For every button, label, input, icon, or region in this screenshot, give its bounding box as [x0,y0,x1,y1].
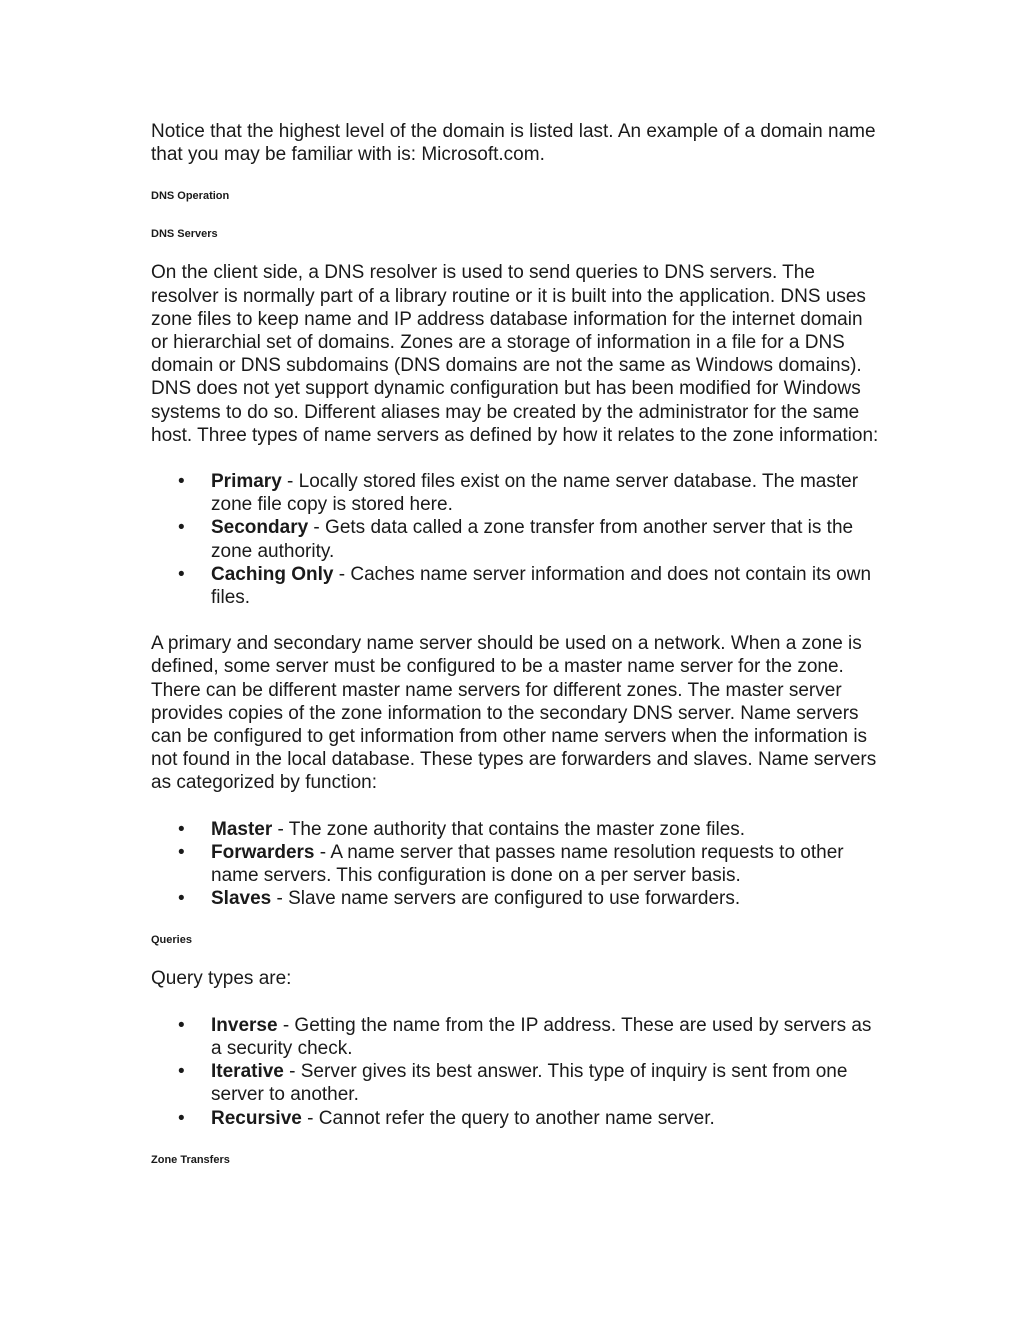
term-label: Recursive [211,1107,302,1129]
term-label: Inverse [211,1014,278,1036]
query-types-list [151,1014,881,1130]
heading-queries: Queries [151,934,192,947]
term-label: Primary [211,471,282,493]
function-types-list [151,818,881,911]
term-label: Caching Only [211,563,334,585]
term-label: Forwarders [211,841,315,863]
term-description: - Gets data called a zone transfer from another server that is the zone authority. [211,517,854,562]
term-description: - Cannot refer the query to another name server. [301,1107,715,1129]
heading-zone-transfers: Zone Transfers [151,1153,230,1166]
term-label: Iterative [211,1061,284,1083]
heading-dns-operation: DNS Operation [151,190,230,203]
list-item [151,1014,881,1060]
list-item [151,841,881,887]
master-server-paragraph: A primary and secondary name server should be used on a network. When a zone is defined, some server must be configured to be a master name server for the zone. There can be different master name servers for different zones. The master server provides copies of the zone information to the secondary DNS server. Name servers can be configured to get information from other name servers when the information is not found in the local database. These types are forwarders and slaves. Name servers as categorized by function: [151,633,877,794]
term-description: - Caches name server information and does not contain its own files. [211,563,872,609]
intro-paragraph: Notice that the highest level of the domain is listed last. An example of a domain name that you may be familiar with is: Microsoft.com. [151,121,876,166]
list-item [151,818,881,841]
list-item [151,470,881,516]
term-description: - Slave name servers are configured to use forwarders. [271,888,741,910]
server-types-list [151,470,881,609]
document-page [151,120,881,1167]
term-description: - Getting the name from the IP address. These are used by servers as a security check. [211,1014,872,1059]
term-label: Slaves [211,888,272,910]
term-label: Secondary [211,517,309,539]
list-item [151,887,881,910]
query-intro-paragraph: Query types are: [151,968,292,990]
term-description: - Server gives its best answer. This type of inquiry is sent from one server to another. [211,1061,848,1106]
term-description: - Locally stored files exist on the name server database. The master zone file copy is stored here. [211,471,859,516]
list-item [151,1060,881,1106]
term-label: Master [211,818,273,840]
dns-servers-paragraph: On the client side, a DNS resolver is used to send queries to DNS servers. The resolver is normally part of a library routine or it is built into the application. DNS uses zone files to keep name and IP address database information for the internet domain or hierarchial set of domains. Zones are a storage of information in a file for a DNS domain or DNS subdomains (DNS domains are not the same as Windows domains). DNS does not yet support dynamic configuration but has been modified for Windows systems to do so. Different aliases may be created by the administrator for the same host. Three types of name servers as defined by how it relates to the zone information: [151,262,879,446]
list-item [151,516,881,562]
list-item [151,563,881,609]
term-description: - The zone authority that contains the master zone files. [272,818,746,840]
term-description: - A name server that passes name resolution requests to other name servers. This configuration is done on a per server basis. [211,841,844,887]
heading-dns-servers: DNS Servers [151,228,218,241]
list-item [151,1107,881,1130]
